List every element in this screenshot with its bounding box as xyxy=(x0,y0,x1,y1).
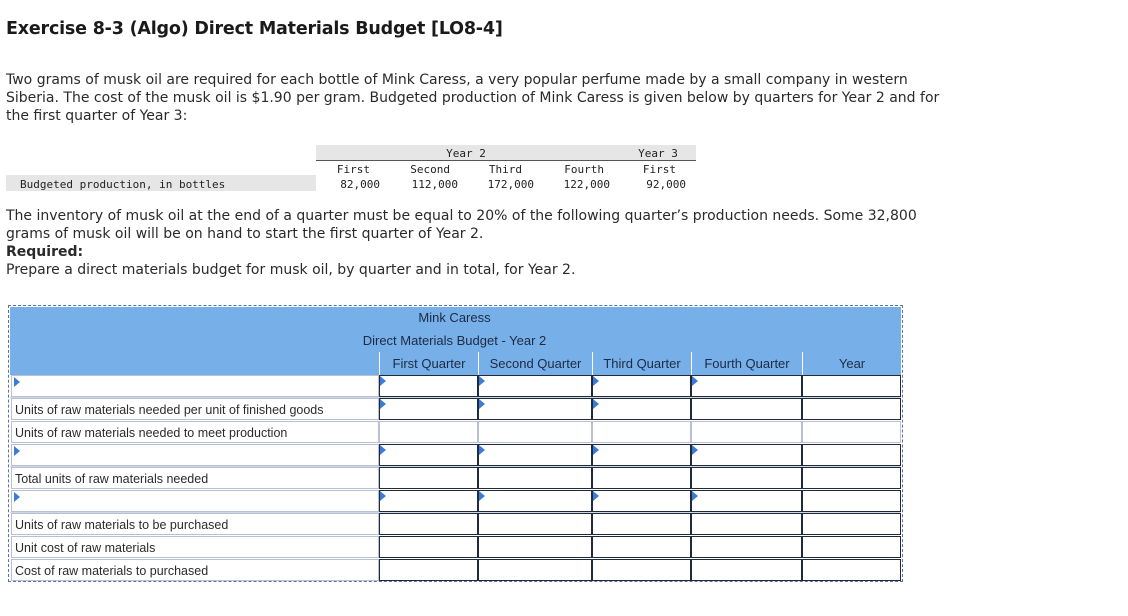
input-row7-q4[interactable] xyxy=(691,536,802,558)
col-header-year: Year xyxy=(802,352,901,375)
input-row0-q4[interactable] xyxy=(691,375,802,397)
input-row8-q2[interactable] xyxy=(478,559,592,581)
input-row8-year[interactable] xyxy=(802,559,901,581)
input-row5-q4[interactable] xyxy=(691,490,802,512)
input-row8-q4[interactable] xyxy=(691,559,802,581)
dropdown-indicator-icon xyxy=(14,377,20,387)
input-row6-year[interactable] xyxy=(802,513,901,535)
dropdown-indicator-icon xyxy=(14,492,20,502)
input-row6-q2[interactable] xyxy=(478,513,592,535)
cell-row2-q1 xyxy=(379,421,478,443)
input-row1-year[interactable] xyxy=(802,398,901,420)
dropdown-indicator-icon xyxy=(692,445,698,455)
input-row5-q2[interactable] xyxy=(478,490,592,512)
production-col-first-y3: First xyxy=(642,163,676,176)
budget-subtitle: Direct Materials Budget - Year 2 xyxy=(362,333,547,348)
dropdown-indicator-icon xyxy=(380,445,386,455)
dropdown-indicator-icon xyxy=(593,376,599,386)
production-table xyxy=(6,145,696,191)
col-header-third-quarter: Third Quarter xyxy=(592,352,691,375)
production-value-q4: 122,000 xyxy=(563,178,610,191)
cell-row2-q2 xyxy=(478,421,592,443)
instructions-block xyxy=(6,207,946,279)
col-header-first-quarter: First Quarter xyxy=(379,352,478,375)
dropdown-indicator-icon xyxy=(380,399,386,409)
dropdown-indicator-icon xyxy=(593,399,599,409)
input-row0-q3[interactable] xyxy=(592,375,691,397)
dropdown-indicator-icon xyxy=(14,446,20,456)
dropdown-indicator-icon xyxy=(479,376,485,386)
input-row8-q3[interactable] xyxy=(592,559,691,581)
row-label-units-to-purchase: Units of raw materials to be purchased xyxy=(11,513,379,535)
input-row1-q4[interactable] xyxy=(691,398,802,420)
col-header-second-quarter: Second Quarter xyxy=(478,352,592,375)
input-row1-q1[interactable] xyxy=(379,398,478,420)
row-label-select-5[interactable] xyxy=(11,490,379,512)
row-label-unit-cost: Unit cost of raw materials xyxy=(11,536,379,558)
required-text: Prepare a direct materials budget for musk oil, by quarter and in total, for Year 2. xyxy=(6,262,576,278)
dropdown-indicator-icon xyxy=(479,399,485,409)
page-title: Exercise 8-3 (Algo) Direct Materials Budget [LO8-4] xyxy=(6,19,503,39)
dropdown-indicator-icon xyxy=(380,376,386,386)
budget-label-header xyxy=(10,352,379,375)
input-row5-q1[interactable] xyxy=(379,490,478,512)
dropdown-indicator-icon xyxy=(479,445,485,455)
input-row7-q2[interactable] xyxy=(478,536,592,558)
budget-company-name: Mink Caress xyxy=(418,310,491,325)
input-row4-q2[interactable] xyxy=(478,467,592,489)
dropdown-indicator-icon xyxy=(479,491,485,501)
input-row1-q3[interactable] xyxy=(592,398,691,420)
production-value-y3q1: 92,000 xyxy=(646,178,686,191)
direct-materials-budget-table xyxy=(8,305,903,582)
input-row4-q4[interactable] xyxy=(691,467,802,489)
cell-row2-year xyxy=(802,421,901,443)
dropdown-indicator-icon xyxy=(593,445,599,455)
cell-row2-q4 xyxy=(691,421,802,443)
dropdown-indicator-icon xyxy=(593,491,599,501)
production-year3-label: Year 3 xyxy=(638,147,678,160)
input-row0-year[interactable] xyxy=(802,375,901,397)
input-row7-year[interactable] xyxy=(802,536,901,558)
row-label-total-units-needed: Total units of raw materials needed xyxy=(11,467,379,489)
production-col-second: Second xyxy=(410,163,450,176)
input-row3-q3[interactable] xyxy=(592,444,691,466)
production-col-first: First xyxy=(336,163,370,176)
production-col-third: Third xyxy=(488,163,522,176)
input-row6-q3[interactable] xyxy=(592,513,691,535)
production-value-q1: 82,000 xyxy=(340,178,380,191)
inventory-text: The inventory of musk oil at the end of a quarter must be equal to 20% of the following quarter’s production needs. Some 32,800 grams of musk oil will be on hand to start the first quarter of Year 2. xyxy=(6,208,917,242)
input-row3-q2[interactable] xyxy=(478,444,592,466)
input-row4-q1[interactable] xyxy=(379,467,478,489)
production-year2-label: Year 2 xyxy=(446,147,486,160)
row-label-units-per-unit: Units of raw materials needed per unit of finished goods xyxy=(11,398,379,420)
row-label-cost-to-purchase: Cost of raw materials to purchased xyxy=(11,559,379,581)
dropdown-indicator-icon xyxy=(692,376,698,386)
input-row5-year[interactable] xyxy=(802,490,901,512)
input-row1-q2[interactable] xyxy=(478,398,592,420)
input-row3-year[interactable] xyxy=(802,444,901,466)
dropdown-indicator-icon xyxy=(692,491,698,501)
production-header-rule xyxy=(316,160,696,161)
required-label: Required: xyxy=(6,244,84,260)
input-row5-q3[interactable] xyxy=(592,490,691,512)
production-value-q2: 112,000 xyxy=(411,178,458,191)
production-col-fourth: Fourth xyxy=(564,163,604,176)
intro-paragraph: Two grams of musk oil are required for each bottle of Mink Caress, a very popular perfume made by a small company in western Siberia. The cost of the musk oil is $1.90 per gram. Budgeted production of Mink Caress is given below by quarters for Year 2 and for the first quarter of Year 3: xyxy=(6,72,940,124)
input-row7-q3[interactable] xyxy=(592,536,691,558)
input-row8-q1[interactable] xyxy=(379,559,478,581)
dropdown-indicator-icon xyxy=(380,491,386,501)
row-label-select-0[interactable] xyxy=(11,375,379,397)
production-row-label: Budgeted production, in bottles xyxy=(20,178,226,191)
input-row4-year[interactable] xyxy=(802,467,901,489)
input-row6-q1[interactable] xyxy=(379,513,478,535)
input-row4-q3[interactable] xyxy=(592,467,691,489)
input-row0-q1[interactable] xyxy=(379,375,478,397)
col-header-fourth-quarter: Fourth Quarter xyxy=(691,352,802,375)
input-row3-q1[interactable] xyxy=(379,444,478,466)
input-row7-q1[interactable] xyxy=(379,536,478,558)
input-row0-q2[interactable] xyxy=(478,375,592,397)
input-row3-q4[interactable] xyxy=(691,444,802,466)
production-value-q3: 172,000 xyxy=(487,178,534,191)
cell-row2-q3 xyxy=(592,421,691,443)
input-row6-q4[interactable] xyxy=(691,513,802,535)
row-label-units-to-meet-production: Units of raw materials needed to meet production xyxy=(11,421,379,443)
row-label-select-3[interactable] xyxy=(11,444,379,466)
